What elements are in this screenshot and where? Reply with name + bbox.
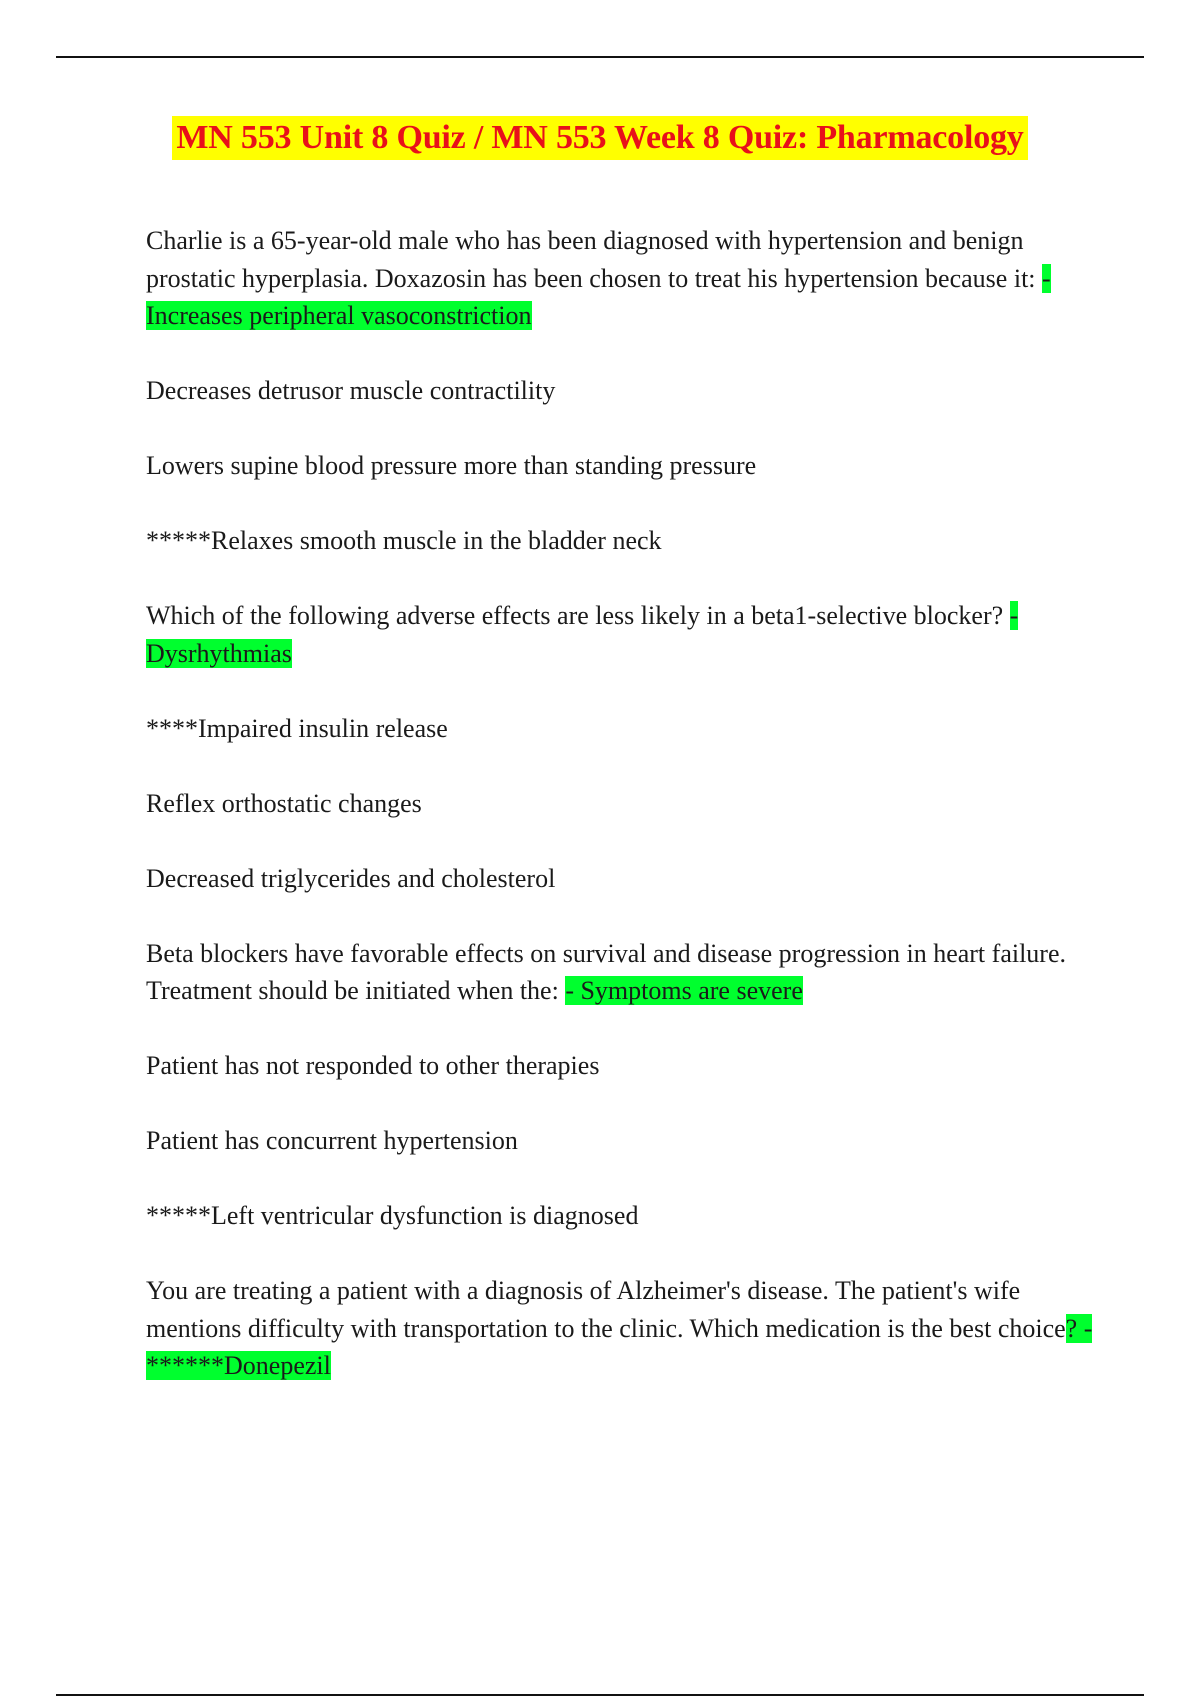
question-1-option: *****Relaxes smooth muscle in the bladder neck xyxy=(146,526,662,555)
question-4 xyxy=(146,1272,1096,1385)
question-3 xyxy=(146,935,1096,1010)
question-2 xyxy=(146,597,1096,672)
question-3-option: Patient has concurrent hypertension xyxy=(146,1126,518,1155)
question-3-stem: Beta blockers have favorable effects on survival and disease progression in heart failure. Treatment should be initiated when the: xyxy=(146,938,1067,1005)
question-1-option: Lowers supine blood pressure more than standing pressure xyxy=(146,451,757,480)
header-rule xyxy=(56,56,1144,58)
question-1-option: Decreases detrusor muscle contractility xyxy=(146,376,556,405)
question-2-stem: Which of the following adverse effects are less likely in a beta1-selective blocker? xyxy=(146,601,1010,630)
question-1-stem: Charlie is a 65-year-old male who has been diagnosed with hypertension and benign prostatic hyperplasia. Doxazosin has been chosen to treat his hypertension because it: xyxy=(146,226,1043,293)
question-1-answer: - Increases peripheral vasoconstriction xyxy=(146,263,1051,330)
question-2-answer: - Dysrhythmias xyxy=(146,601,1019,668)
question-3-option: *****Left ventricular dysfunction is diagnosed xyxy=(146,1201,639,1230)
question-2-option: Reflex orthostatic changes xyxy=(146,788,422,818)
question-1 xyxy=(146,222,1096,335)
document-title: MN 553 Unit 8 Quiz / MN 553 Week 8 Quiz: Pharmacology xyxy=(172,116,1027,160)
quiz-content xyxy=(146,222,1096,1422)
question-2-option: ****Impaired insulin release xyxy=(146,713,448,743)
question-4-stem: You are treating a patient with a diagnosis of Alzheimer's disease. The patient's wife mentions difficulty with transportation to the clinic. Which medication is the best choice xyxy=(146,1276,1066,1343)
footer-rule xyxy=(56,1694,1144,1696)
question-4-answer: ? - ******Donepezil xyxy=(146,1313,1093,1380)
title-container xyxy=(0,116,1200,160)
question-3-option: Patient has not responded to other therapies xyxy=(146,1051,600,1080)
question-3-answer: - Symptoms are severe xyxy=(565,976,803,1005)
question-2-option: Decreased triglycerides and cholesterol xyxy=(146,863,556,893)
